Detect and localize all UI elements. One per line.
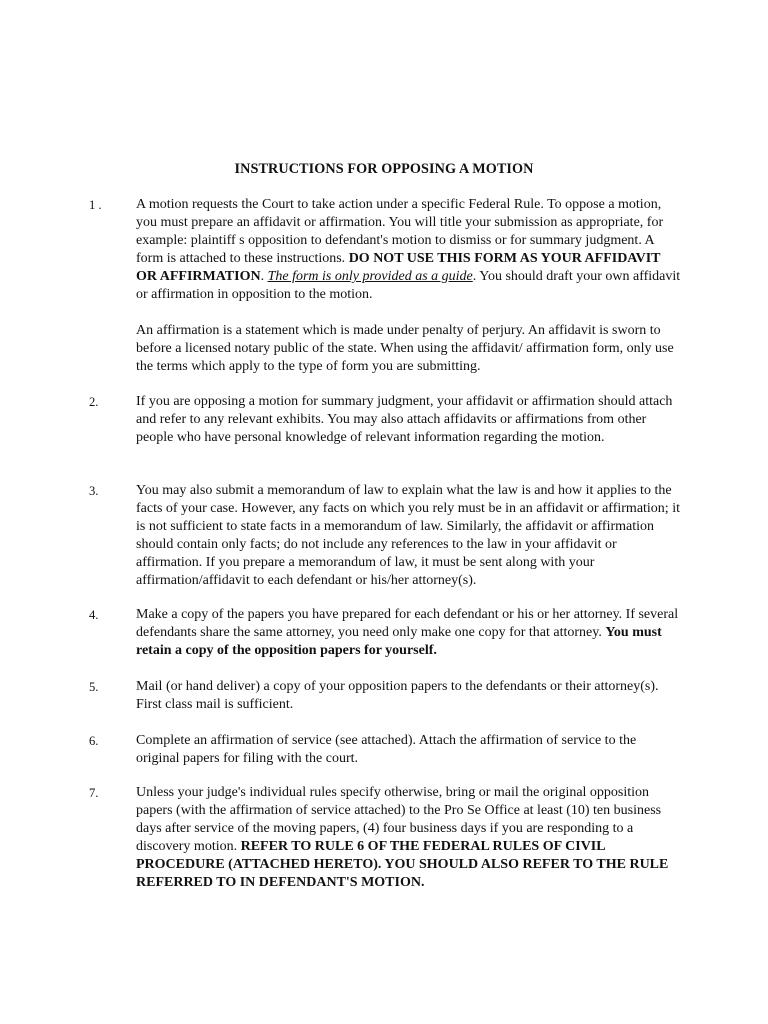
bold-emphasis-text: You must retain a copy of the opposition papers for yourself. — [136, 625, 662, 658]
item-number: 3. — [89, 484, 99, 498]
paragraph-text: Unless your judge's individual rules specify otherwise, bring or mail the original opposition papers (with the affirmation of service attached) to the Pro Se Office at least (10) ten business days after service of the moving papers, (4) four business days if you are responding to a discovery motion. — [136, 785, 662, 854]
item-body — [136, 784, 681, 892]
paragraph-text: . — [260, 269, 268, 284]
item-number: 6. — [89, 734, 99, 748]
paragraph-text: If you are opposing a motion for summary judgment, your affidavit or affirmation should attach and refer to any relevant exhibits. You may also attach affidavits or affirmations from other people who have personal knowledge of relevant information regarding the motion. — [136, 394, 673, 445]
page-title: INSTRUCTIONS FOR OPPOSING A MOTION — [234, 161, 534, 177]
item-number: 1 . — [89, 198, 102, 212]
paragraph-text: Make a copy of the papers you have prepared for each defendant or his or her attorney. If several defendants share the same attorney, you need only make one copy for that attorney. — [136, 607, 679, 640]
item-body — [136, 606, 681, 660]
item-paragraph — [136, 732, 681, 768]
paragraph-text: Complete an affirmation of service (see attached). Attach the affirmation of service to the original papers for filing with the court. — [136, 733, 637, 766]
item-paragraph — [136, 393, 681, 447]
paragraph-text: Mail (or hand deliver) a copy of your opposition papers to the defendants or their attorney(s). First class mail is sufficient. — [136, 679, 659, 712]
item-paragraph — [136, 196, 681, 304]
item-number: 2. — [89, 395, 99, 409]
item-number: 7. — [89, 786, 99, 800]
item-body — [136, 482, 681, 590]
paragraph-text: A motion requests the Court to take action under a specific Federal Rule. To oppose a motion, you must prepare an affidavit or affirmation. You will title your submission as appropriate, for example: plaintiff s opposition to defendant's motion to dismiss or for summary judgment. A form is attached to these instructions. — [136, 197, 664, 266]
paragraph-text: An affirmation is a statement which is made under penalty of perjury. An affidavit is sworn to before a licensed notary public of the state. When using the affidavit/ affirmation form, only use the terms which apply to the type of form you are submitting. — [136, 323, 674, 374]
item-paragraph — [136, 482, 681, 590]
guide-note-text: The form is only provided as a guide — [267, 269, 473, 284]
item-body — [136, 393, 681, 447]
item-paragraph — [136, 322, 681, 376]
item-paragraph — [136, 784, 681, 892]
paragraph-text: . You should draft your own affidavit or affirmation in opposition to the motion. — [136, 269, 681, 302]
item-number: 4. — [89, 608, 99, 622]
item-paragraph — [136, 606, 681, 660]
paragraph-text: You may also submit a memorandum of law to explain what the law is and how it applies to the facts of your case. However, any facts on which you rely must be in an affidavit or affirmation; it is not sufficient to state facts in a memorandum of law. Similarly, the affidavit or affirmation should contain only facts; do not include any references to the law in your affidavit or affirmation. If you prepare a memorandum of law, it must be sent along with your affirmation/affidavit to each defendant or his/her attorney(s). — [136, 483, 680, 588]
item-body — [136, 196, 681, 376]
item-body — [136, 732, 681, 768]
item-body — [136, 678, 681, 714]
bold-rule-reference-text: REFER TO RULE 6 OF THE FEDERAL RULES OF CIVIL PROCEDURE (ATTACHED HERETO). YOU SHOULD ALSO REFER TO THE RULE REFERRED TO IN DEFENDANT'S MOTION. — [136, 839, 669, 890]
item-number: 5. — [89, 680, 99, 694]
bold-warning-text: DO NOT USE THIS FORM AS YOUR AFFIDAVIT OR AFFIRMATION — [136, 251, 661, 284]
item-paragraph — [136, 678, 681, 714]
